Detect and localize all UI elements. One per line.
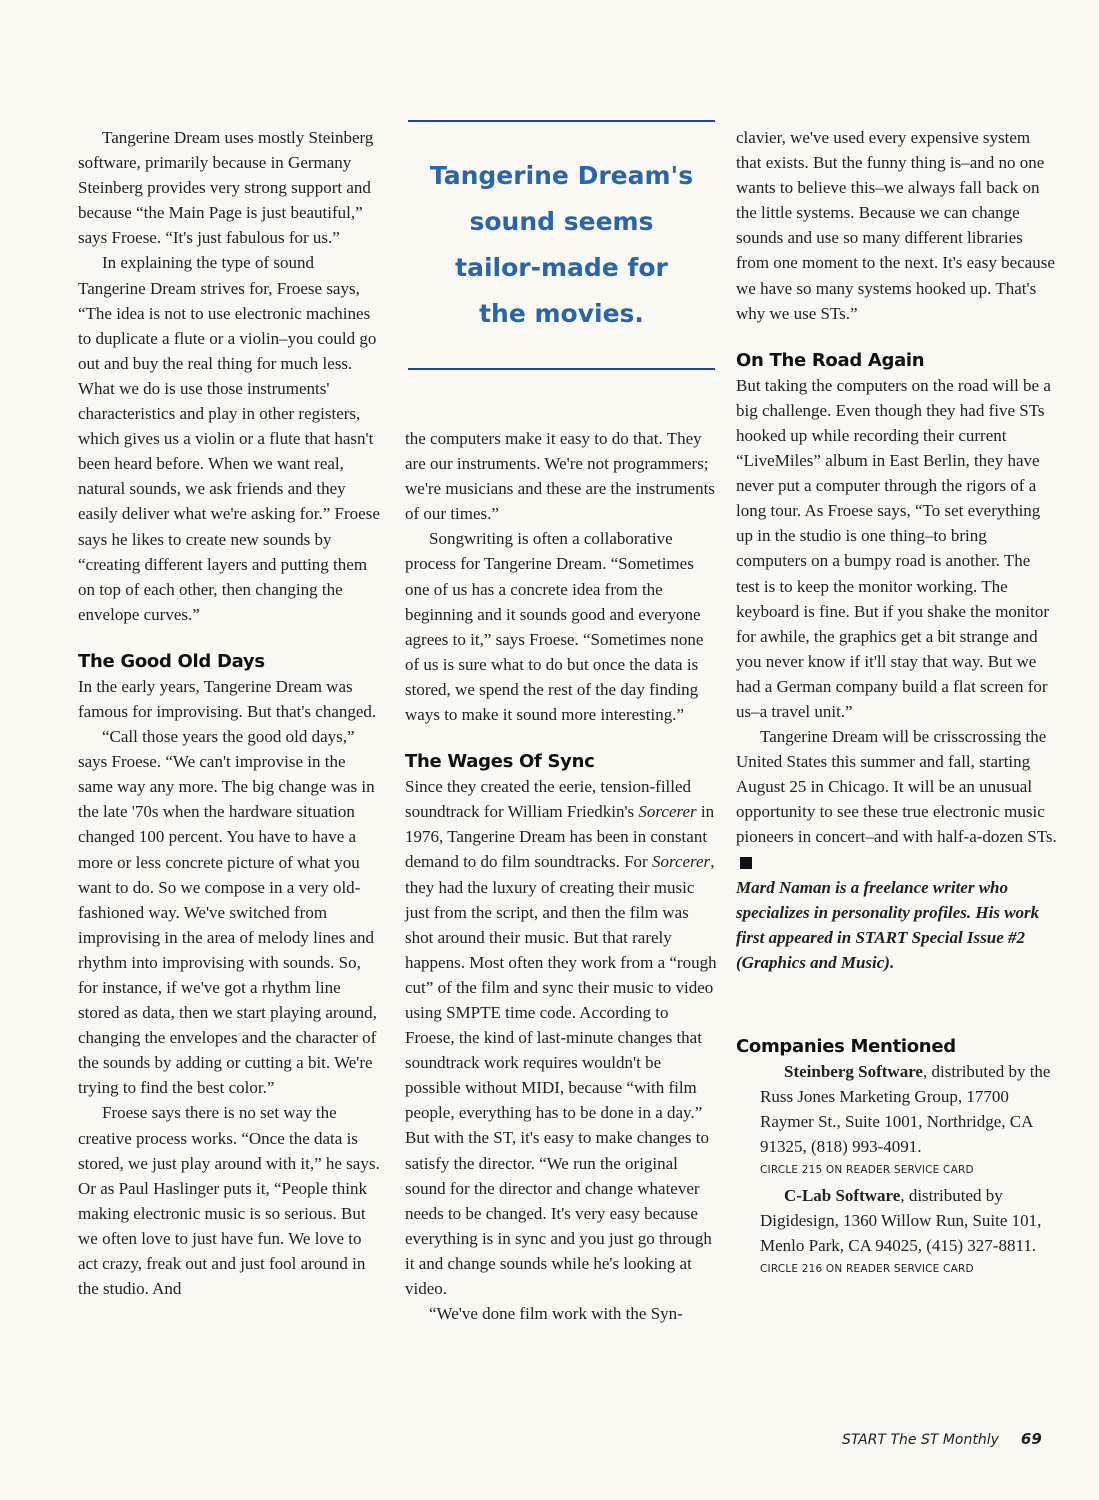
pull-quote-line: the movies. <box>479 299 644 328</box>
company-entry <box>736 1183 1058 1258</box>
reader-service-note: CIRCLE 215 ON READER SERVICE CARD <box>760 1164 974 1176</box>
pull-quote-line: Tangerine Dream's <box>429 161 694 190</box>
page-number: 69 <box>1020 1430 1042 1448</box>
section-heading: Companies Mentioned <box>736 1035 956 1057</box>
company-details: , distributed by Digidesign, 1360 Willow Run, Suite 101, Menlo Park, CA 94025, (415) 327-8811. <box>760 1186 1042 1256</box>
film-title: Sorcerer <box>651 852 711 872</box>
paragraph: Tangerine Dream uses mostly Steinberg software, primarily because in Germany Steinberg provides very strong support and because “the Main Page is just beautiful,” says Froese. “It's just fabulous for us.” <box>78 128 374 248</box>
paragraph <box>736 724 1058 875</box>
pull-quote <box>408 120 715 370</box>
page-footer <box>842 1430 1042 1448</box>
section-heading: The Wages Of Sync <box>405 751 595 773</box>
pull-quote-line: tailor-made for <box>455 253 668 282</box>
text-run: Since they created the eerie, tension-filled soundtrack for William Friedkin's <box>405 777 692 822</box>
text-run: , they had the luxury of creating their music just from the script, and then the film was shot around their music. But that rarely happens. Most often they work from a “rough cut” of the film and sync their music to video using SMPTE time code. According to Froese, the kind of last-minute changes that soundtrack work requires wouldn't be possible without MIDI, because “with film people, everything has to be done in a day.” But with the ST, it's easy to make changes to satisfy the director. “We run the original sound for the director and change whatever needs to be changed. It's very easy because everything is in sync and you just go through it and change sounds while he's looking at video. <box>405 852 717 1298</box>
company-name: Steinberg Software <box>784 1061 923 1081</box>
text-run: Tangerine Dream will be crisscrossing the United States this summer and fall, starting August 25 in Chicago. It will be an unusual opportunity to see these true electronic music pioneers in concert–and with half-a-dozen STs. <box>736 727 1057 847</box>
column-1 <box>78 125 383 1301</box>
section-heading: The Good Old Days <box>78 650 265 672</box>
paragraph: the computers make it easy to do that. They are our instruments. We're not programmers; we're musicians and these are the instruments of our times.” <box>405 429 715 524</box>
paragraph: Songwriting is often a collaborative process for Tangerine Dream. “Sometimes one of us has a concrete idea from the beginning and it sounds good and everyone agrees to it,” says Froese. “Sometimes none of us is sure what to do but once the data is stored, we spend the rest of the day finding ways to make it sound more interesting.” <box>405 529 704 725</box>
company-details: , distributed by the Russ Jones Marketing Group, 17700 Raymer St., Suite 1001, Northridge, CA 91325, (818) 993-4091. <box>760 1061 1051 1156</box>
paragraph: “Call those years the good old days,” says Froese. “We can't improvise in the same way any more. The big change was in the late '70s when the hardware situation changed 100 percent. You have to have a more or less concrete picture of what you want to do. So we compose in a very old-fashioned way. We've switched from improvising in the area of melody lines and rhythm into improvising with sounds. So, for instance, if we've got a rhythm line stored as data, then we start playing around, changing the envelopes and the character of the sounds by adding or cutting a bit. We're trying to find the best color.” <box>78 727 377 1098</box>
text-run: in 1976, Tangerine Dream has been in constant demand to do film soundtracks. For <box>405 802 715 872</box>
reader-service-note: CIRCLE 216 ON READER SERVICE CARD <box>760 1263 974 1276</box>
paragraph: In explaining the type of sound Tangerine Dream strives for, Froese says, “The idea is not to use electronic machines to duplicate a flute or a violin–you could go out and buy the real thing for much less. What we do is use those instruments' characteristics and play in other registers, which gives us a violin or a flute that hasn't been heard before. When we want real, natural sounds, we ask friends and they easily deliver what we're asking for.” Froese says he likes to create new sounds by “creating different layers and putting them on top of each other, then changing the envelope curves.” <box>78 253 380 624</box>
paragraph: But taking the computers on the road will be a big challenge. Even though they had five STs hooked up while recording their current “LiveMiles” album in East Berlin, they have never put a computer through the rigors of a long tour. As Froese says, “To set everything up in the studio is one thing–to bring computers on a bumpy road is another. The test is to keep the monitor working. The keyboard is fine. But if you shake the monitor for awhile, the graphics get a bit strange and you never know if it'll stay that way. But we had a German company build a flat screen for us–a travel unit.” <box>736 375 1051 721</box>
paragraph: In the early years, Tangerine Dream was famous for improvising. But that's changed. <box>78 676 377 721</box>
column-3 <box>736 125 1058 1282</box>
film-title: Sorcerer <box>638 802 697 822</box>
paragraph: clavier, we've used every expensive system that exists. But the funny thing is–and no one wants to believe this–we always fall back on the little systems. Because we can change sounds and use so many different libraries from one moment to the next. It's easy because we have so many systems hooked up. That's why we use STs.” <box>736 128 1055 323</box>
author-bio: Mard Naman is a freelance writer who specializes in personality profiles. His work first appeared in START Special Issue #2 (Graphics and Music). <box>736 877 1040 972</box>
paragraph: Froese says there is no set way the creative process works. “Once the data is stored, we just play around with it,” he says. Or as Paul Haslinger puts it, “People think making electronic music is so serious. But we often love to just have fun. We love to act crazy, freak out and just fool around in the studio. And <box>78 1103 380 1299</box>
column-2 <box>405 426 717 1326</box>
magazine-name: START The ST Monthly <box>842 1432 999 1448</box>
pull-quote-line: sound seems <box>469 207 654 236</box>
company-entry <box>736 1059 1058 1159</box>
paragraph: “We've done film work with the Syn- <box>429 1304 683 1324</box>
paragraph <box>405 774 717 1301</box>
section-heading: On The Road Again <box>736 349 925 371</box>
end-mark-icon <box>740 857 752 869</box>
company-name: C-Lab Software <box>784 1186 901 1205</box>
